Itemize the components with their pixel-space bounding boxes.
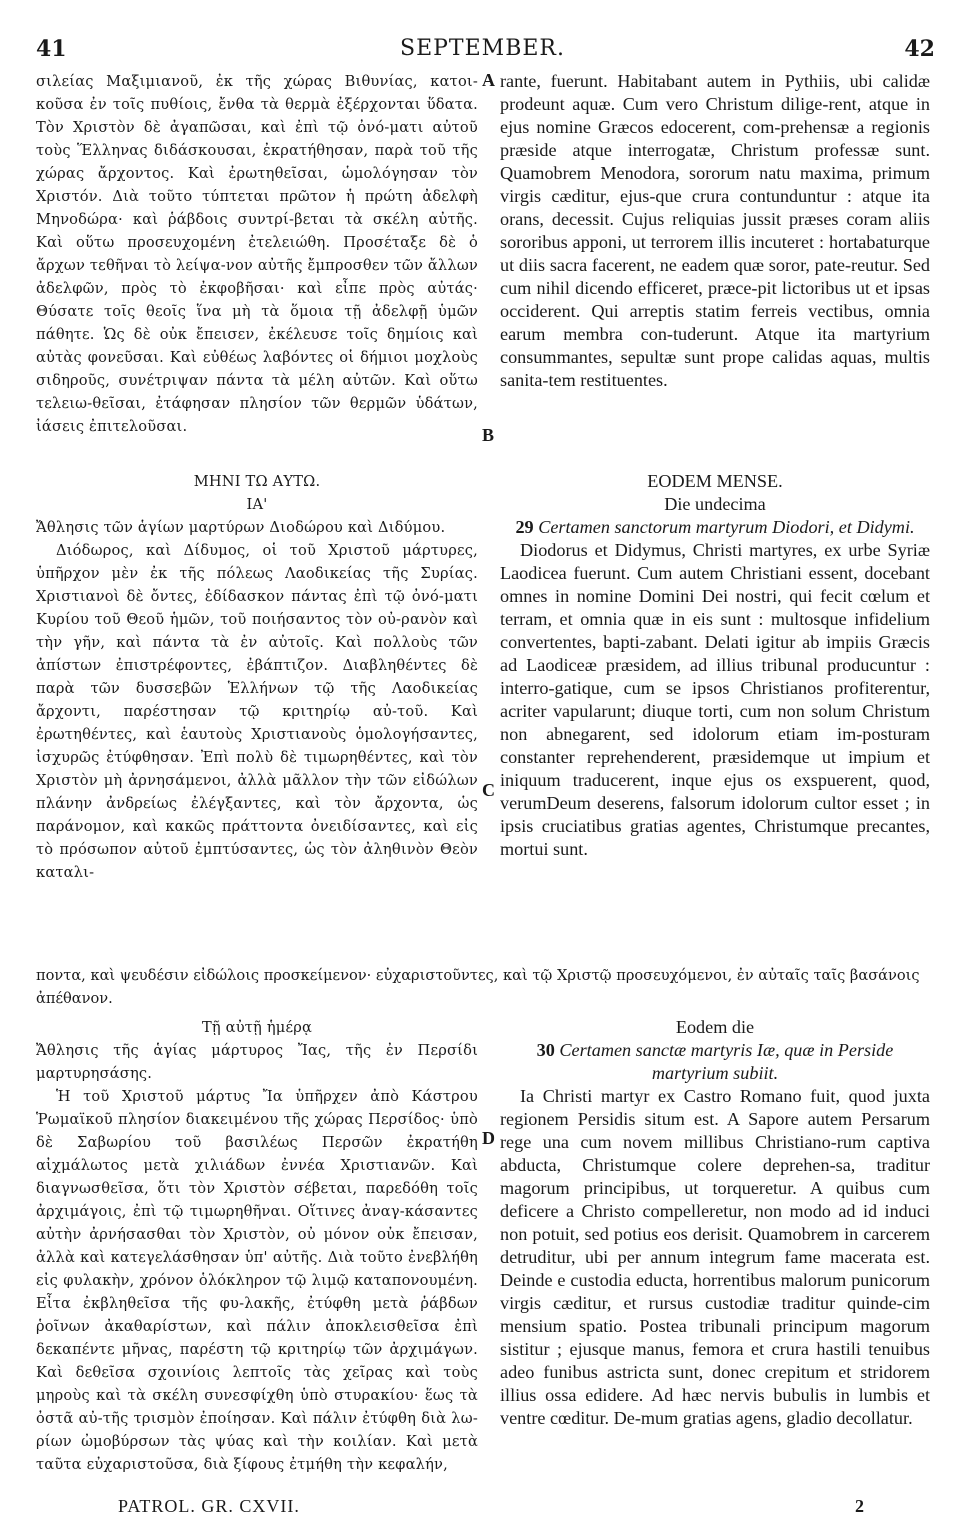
- greek-continuation-fullwidth: ποντα, καὶ ψευδέσιν εἰδώλοις προσκείμενον· εὐχαριστοῦντες, καὶ τῷ Χριστῷ προσευχόμενοι, ἐν αὐταῖς ταῖς βασάνοις ἀπέθανον.: [36, 967, 920, 1007]
- greek-section-ia: [36, 1016, 478, 1476]
- margin-mark-b: B: [482, 425, 495, 445]
- latin-section-ia: [500, 1016, 930, 1430]
- greek-paragraph-diodorus: Διόδωρος, καὶ Δίδυμος, οἱ τοῦ Χριστοῦ μάρτυρες, ὑπῆρχον μὲν ἐκ τῆς πόλεως Λαοδικείας τῆς Συρίας. Χριστιανοὶ δὲ ὄντες, ἐδίδασκον πάντας ἐπὶ τῷ ὀνό-ματι Κυρίου τοῦ Θεοῦ ἡμῶν, τοῦ ποιήσαντος τὸν οὐ-ρανὸν καὶ τὴν γῆν, καὶ πάντα τὰ ἐν αὐτοῖς. Καὶ πολλοὺς τῶν ἀπίστων ἐπιστρέφοντες, ἐβάπτιζον. Διαβληθέντες δὲ παρὰ τῶν δυσσεβῶν Ἑλλήνων τῷ τῆς Λαοδικείας ἄρχοντι, παρέστησαν τῷ κριτηρίῳ αὐ-τοῦ. Καὶ ἐρωτηθέντες, καὶ ἑαυτοὺς Χριστιανοὺς ὁμολογήσαντες, ἰσχυρῶς ἐτύφθησαν. Ἐπὶ πολὺ δὲ τιμωρηθέντες, καὶ τὸν Χριστὸν μὴ ἀρνησάμενοι, ἀλλὰ μᾶλλον τὴν τῶν εἰδώλων πλάνην ἀνδρείως ἐλέγξαντες, καὶ τὸν ἄρχοντα, ὡς παράνομον, καὶ κακῶς πράττοντα ὀνειδίσαντες, καὶ εἰς τὸ πρόσωπον αὐτοῦ ἐμπτύσαντες, ὡς τὸν ἀληθινὸν Θεὸν καταλι-: [36, 542, 478, 881]
- latin-paragraph-menodora: rante, fuerunt. Habitabant autem in Pythiis, ubi calidæ prodeunt aquæ. Cum vero Christum dilige-rent, atque in ejus nomine Græcos edocerent, com-prehensæ a regionis præside atque interrogatæ, Christum professæ sunt. Quamobrem Menodora, sororum natu maxima, primum virgis cæditur, ejus-que crura contunduntur : atque ita orans, decessit. Cujus reliquias jussit præses coram aliis sororibus apponi, ut terrorem illis incuteret : hortabaturque ut diis sacra facerent, ne eadem quæ soror, pate-reutur. Sed cum nihil dicendo efficeret, præce-pit lictoribus ut et ipsas occiderent. Qui arreptis statim ferreis vectibus, omnia earum membra con-tuderunt. Atque ita martyrium consummantes, sepultæ sunt prope calidas aquas, multis sanita-tem restituentes.: [500, 71, 930, 390]
- running-title: SEPTEMBER.: [400, 36, 565, 61]
- latin-paragraph-diodorus: Diodorus et Didymus, Christi martyres, ex urbe Syriæ Laodicea fuerunt. Cum autem Christiani essent, docebant omnes in nomine Domini Dei nostri, qui fecit cœlum et terram, et omnia quæ in eis sunt : multosque infidelium convertentes, bapti-zabant. Delati igitur ab impiis Græcis ad Laodiceæ præsidem, ad illius tribunal producuntur : interro-gatique, cum se ipsos Christianos profiterentur, acriter vapularunt; diuque torti, cum non solum Christum non abnegarent, sed idolorum etiam im-posturam constanter reprehenderent, præsidemque ut impium et iniquum traducerent, inque ejus os exspuerent, quod, verumDeum deserens, falsorum idolorum cultor esset ; in ipsis cruciatibus gratias agentes, Christumque precantes, mortui sunt.: [500, 540, 930, 859]
- latin-section-diodorus: [500, 470, 930, 861]
- greek-heading-same-day: Τῇ αὐτῇ ἡμέρᾳ: [201, 1019, 313, 1036]
- greek-section-diodorus: [36, 470, 478, 884]
- greek-title-ia: Ἄθλησις τῆς ἁγίας μάρτυρος Ἴας, τῆς ἐν Περσίδι μαρτυρησάσης.: [36, 1042, 478, 1082]
- latin-heading-day: Die undecima: [664, 494, 766, 514]
- greek-heading-day: ΙΑ': [246, 496, 268, 513]
- margin-mark-d: D: [482, 1128, 495, 1148]
- page-number-right: 42: [904, 36, 935, 62]
- greek-title-diodorus: Ἄθλησις τῶν ἁγίων μαρτύρων Διοδώρου καὶ Διδύμου.: [36, 519, 446, 536]
- footer-series: PATROL. GR. CXVII.: [118, 1496, 300, 1516]
- margin-mark-a: A: [482, 70, 495, 90]
- latin-title-ia: Certamen sanctæ martyris Iæ, quæ in Perside martyrium subiit.: [559, 1040, 894, 1083]
- latin-paragraph-ia: Ia Christi martyr ex Castro Romano fuit, quod juxta regionem Persidis situm est. A Sapore autem Persarum rege una cum novem millibus Christiano-rum captiva abducta, Christumque colere deprehen-sa, traditur magorum principibus, ut torqueretur. A quibus cum deficere a Christo compelleretur, non modo ad id induci non potuit, sed potius eos derisit. Quamobrem in carcerem detruditur, ubi per annum integrum fame macerata est. Deinde e custodia educta, horrentibus malorum punicorum virgis cæditur, et rursus custodiæ traditur quinde-cim mensium spatio. Postea tribunali principum magorum sistitur ; ejusque manus, femora et crura hastili tenuibus adeo funibus astricta sunt, donec crepitum et stridorem illius ossa edidere. Ad hæc nervis bubulis in lumbis et ventre cœditur. De-mum gratias agens, gladio decollatur.: [500, 1086, 930, 1428]
- greek-paragraph-ia: Ἡ τοῦ Χριστοῦ μάρτυς Ἴα ὑπῆρχεν ἀπὸ Κάστρου Ῥωμαϊκοῦ πλησίον διακειμένου τῆς χώρας Περσίδος· ὑπὸ δὲ Σαβωρίου τοῦ βασιλέως Περσῶν ἐκρατήθη αἰχμάλωτος μετὰ χιλιάδων ἐννέα Χριστιανῶν. Καὶ διαγνωσθεῖσα, ὅτι τὸν Χριστὸν σέβεται, παρεδόθη τοῖς ἀρχιμάγοις, ἐπὶ τῷ τιμωρηθῆναι. Οἵτινες ἀναγ-κάσαντες αὐτὴν ἀρνήσασθαι τὸν Χριστὸν, οὐ μόνον οὐκ ἔπεισαν, ἀλλὰ καὶ κατεγελάσθησαν ὑπ' αὐτῆς. Διὰ τοῦτο ἐνεβλήθη εἰς φυλακὴν, χρόνον ὁλόκληρον τῷ λιμῷ καταπονουμένη. Εἶτα ἐκβληθεῖσα τῆς φυ-λακῆς, ἐτύφθη μετὰ ῥάβδων ῥοῖνων ἀκαθαρίστων, καὶ πάλιν ἀποκλεισθεῖσα ἐπὶ δεκαπέντε μῆνας, παρέστη τῷ κριτηρίῳ τῶν ἀρχιμάγων. Καὶ δεθεῖσα σχοινίοις λεπτοῖς τὰς χεῖρας καὶ τοὺς μηροὺς καὶ τὰ σκέλη συνεσφίχθη ὑπὸ στυρακίου· ἕως τὰ ὀστᾶ αὐ-τῆς τρισμὸν ἐποίησαν. Καὶ πάλιν ἐτύφθη διὰ λω-ρίων ὠμοβύρσων τὰς ψύας καὶ τὴν κοιλίαν. Καὶ μετὰ ταῦτα εὐχαριστοῦσα, διὰ ξίφους ἐτμήθη τὴν κεφαλήν,: [36, 1088, 478, 1473]
- latin-heading-same-day: Eodem die: [675, 1017, 755, 1037]
- margin-mark-c: C: [482, 780, 495, 800]
- greek-heading-month: ΜΗΝΙ ΤΩ ΑΥΤΩ.: [193, 473, 321, 490]
- greek-column-top: [36, 70, 478, 438]
- greek-paragraph-menodora: σιλείας Μαξιμιανοῦ, ἐκ τῆς χώρας Βιθυνίας, κατοι-κοῦσα ἐν τοῖς πυθίοις, ἔνθα τὰ θερμὰ ἐξέρχονται ὕδατα. Τὸν Χριστὸν δὲ ἀγαπῶσαι, καὶ ἐπὶ τῷ ὀνό-ματι αὐτοῦ τοὺς Ἕλληνας διδάσκουσαι, ἐκρατήθησαν, παρὰ τοῦ τῆς χώρας ἄρχοντος. Καὶ ἐρωτηθεῖσαι, ὡμολόγησαν τὸν Χριστόν. Διὰ τοῦτο τύπτεται πρῶτον ἡ πρώτη ἀδελφὴ Μηνοδώρα· καὶ ῥάβδοις συντρί-βεται τὰ σκέλη αὐτῆς. Καὶ οὕτω προσευχομένη ἐτελειώθη. Προσέταξε δὲ ὁ ἄρχων τεθῆναι τὸ λείψα-νον αὐτῆς ἔμπροσθεν τῶν ἄλλων ἀδελφῶν, πρὸς τὸ ἐκφοβῆσαι· καὶ εἶπε πρὸς αὐτάς· Θύσατε τοῖς θεοῖς ἵνα μὴ τὰ ὅμοια τῇ ἀδελφῇ ὑμῶν πάθητε. Ὡς δὲ οὐκ ἔπεισεν, ἐκέλευσε τοῖς δημίοις καὶ αὐτὰς φονεῦσαι. Καὶ εὐθέως λαβόντες οἱ δήμιοι μοχλοὺς σιδηροῦς, συνέτριψαν πάντα τὰ μέλη αὐτῶν. Καὶ οὕτω τελειω-θεῖσαι, ἐτάφησαν πλησίον τῶν θερμῶν ὑδάτων, ἰάσεις ἐπιτελοῦσαι.: [36, 73, 478, 435]
- latin-column-top: [500, 70, 930, 392]
- latin-title-diodorus: Certamen sanctorum martyrum Diodori, et Didymi.: [538, 517, 915, 537]
- latin-entry-number-29: 29: [515, 517, 534, 537]
- latin-heading-month: EODEM MENSE.: [647, 471, 783, 491]
- footer-signature: 2: [855, 1496, 864, 1516]
- latin-entry-number-30: 30: [536, 1040, 555, 1060]
- page-number-left: 41: [36, 36, 67, 62]
